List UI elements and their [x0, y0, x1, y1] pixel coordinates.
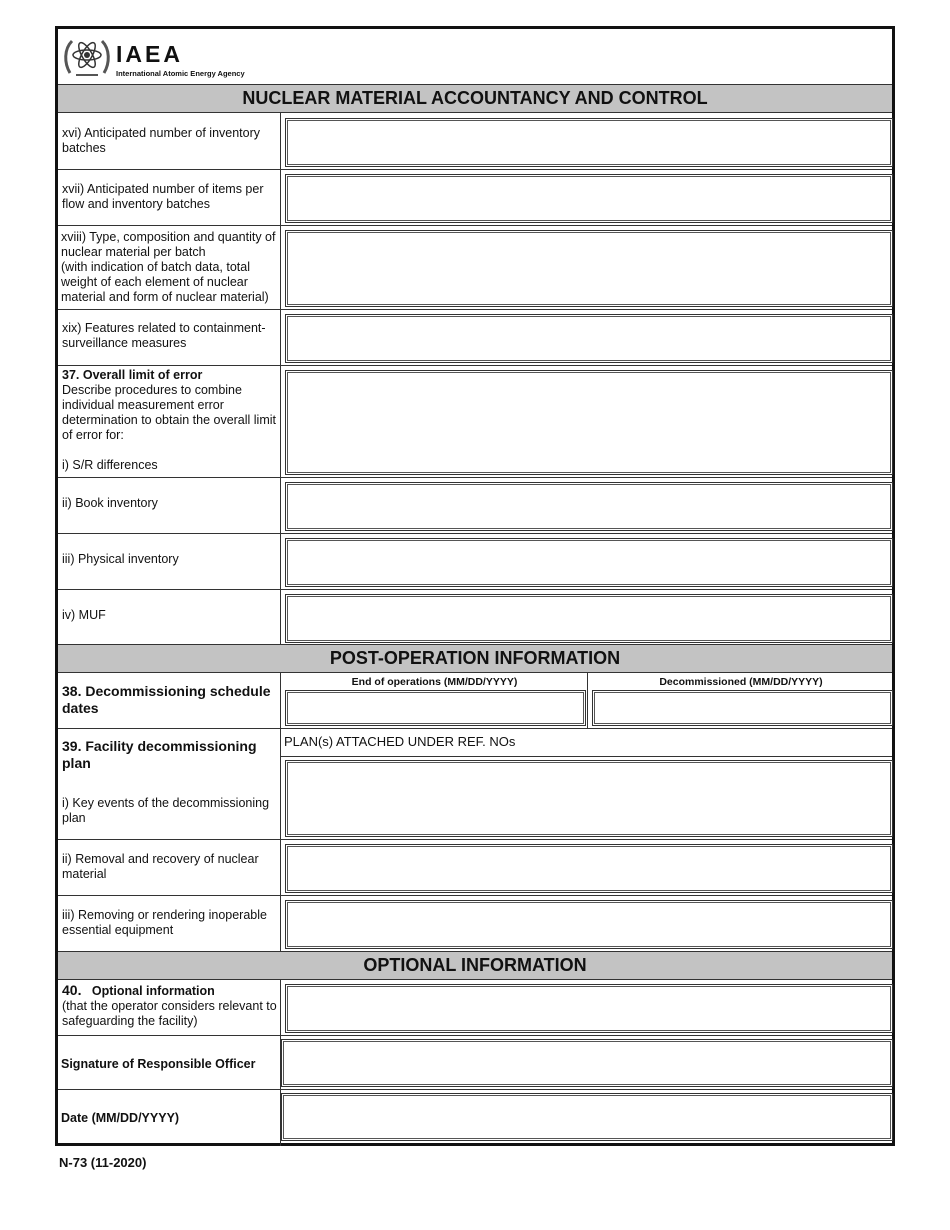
- section-header-optional: OPTIONAL INFORMATION: [58, 951, 892, 980]
- field-label-37-ii: ii) Book inventory: [62, 496, 158, 510]
- input-xix[interactable]: [285, 314, 893, 363]
- date-label: Date (MM/DD/YYYY): [61, 1111, 180, 1125]
- row-divider: [58, 169, 892, 170]
- input-39-i[interactable]: [285, 760, 893, 837]
- column-header-decommissioned: Decommissioned (MM/DD/YYYY): [659, 676, 823, 688]
- form-frame: [55, 26, 895, 1146]
- input-37-ii[interactable]: [285, 482, 893, 531]
- question-40-number: 40.: [62, 982, 82, 998]
- row-divider: [58, 309, 892, 310]
- field-label-37-iii: iii) Physical inventory: [62, 552, 179, 566]
- question-40-description: (that the operator considers relevant to safeguarding the facility): [62, 999, 277, 1028]
- field-label-39-iii: iii) Removing or rendering inoperable essential equipment: [62, 908, 267, 937]
- input-37-iii[interactable]: [285, 538, 893, 587]
- input-end-of-operations-date[interactable]: [285, 690, 586, 726]
- row-divider: [280, 756, 892, 757]
- field-label-39-ii: ii) Removal and recovery of nuclear material: [62, 852, 259, 881]
- field-label-38: 38. Decommissioning schedule dates: [62, 683, 271, 716]
- question-39-title: 39. Facility decommissioning plan: [62, 738, 257, 771]
- row-divider: [58, 477, 892, 478]
- column-header-end-of-operations: End of operations (MM/DD/YYYY): [351, 676, 518, 688]
- row-divider: [58, 839, 892, 840]
- row-divider: [58, 225, 892, 226]
- question-39-i-label: i) Key events of the decommissioning plan: [62, 796, 270, 825]
- row-divider: [58, 1035, 892, 1036]
- row-divider: [58, 728, 892, 729]
- input-40[interactable]: [285, 984, 893, 1033]
- question-37-i-label: i) S/R differences: [62, 458, 158, 472]
- column-divider: [280, 673, 281, 953]
- input-37-iv[interactable]: [285, 594, 893, 643]
- row-divider: [58, 365, 892, 366]
- column-divider: [280, 113, 281, 645]
- field-label-xvii: xvii) Anticipated number of items per flow and inventory batches: [62, 182, 264, 211]
- row-divider: [58, 533, 892, 534]
- question-37-title: 37. Overall limit of error: [62, 368, 203, 382]
- field-label-37: [62, 368, 280, 473]
- form-id: N-73 (11-2020): [59, 1155, 147, 1170]
- input-date[interactable]: [281, 1093, 893, 1141]
- column-divider: [587, 673, 588, 729]
- field-label-37-iv: iv) MUF: [62, 608, 106, 622]
- input-39-iii[interactable]: [285, 900, 893, 949]
- row-divider: [58, 589, 892, 590]
- question-37-description: Describe procedures to combine individual measurement error determination to obtain the overall limit of error for:: [62, 383, 277, 442]
- section-header-post-operation: POST-OPERATION INFORMATION: [58, 644, 892, 673]
- field-label-xix: xix) Features related to containment-surveillance measures: [62, 321, 266, 350]
- row-divider: [58, 895, 892, 896]
- field-label-39: [62, 738, 280, 826]
- input-xviii[interactable]: [285, 230, 893, 307]
- plans-attached-label: PLAN(s) ATTACHED UNDER REF. NOs: [284, 734, 516, 749]
- input-xvi[interactable]: [285, 118, 893, 167]
- input-39-ii[interactable]: [285, 844, 893, 893]
- input-signature[interactable]: [281, 1039, 893, 1087]
- signature-label: Signature of Responsible Officer: [61, 1057, 256, 1071]
- question-40-title: Optional information: [91, 984, 215, 998]
- field-label-xvi: xvi) Anticipated number of inventory batches: [62, 126, 261, 155]
- field-label-40: [62, 983, 280, 1029]
- field-label-xviii-line2: (with indication of batch data, total weight of each element of nuclear material and form of nuclear material): [61, 260, 269, 304]
- section-header-nmac: NUCLEAR MATERIAL ACCOUNTANCY AND CONTROL: [58, 84, 892, 113]
- field-label-xviii: [61, 230, 279, 305]
- logo-acronym: IAEA: [116, 41, 183, 67]
- row-divider: [58, 1089, 892, 1090]
- logo-agency-name: International Atomic Energy Agency: [116, 69, 245, 78]
- iaea-emblem-icon: [62, 33, 112, 81]
- input-decommissioned-date[interactable]: [592, 690, 893, 726]
- field-label-xviii-line1: xviii) Type, composition and quantity of nuclear material per batch: [61, 230, 276, 259]
- input-xvii[interactable]: [285, 174, 893, 223]
- input-37-i[interactable]: [285, 370, 893, 475]
